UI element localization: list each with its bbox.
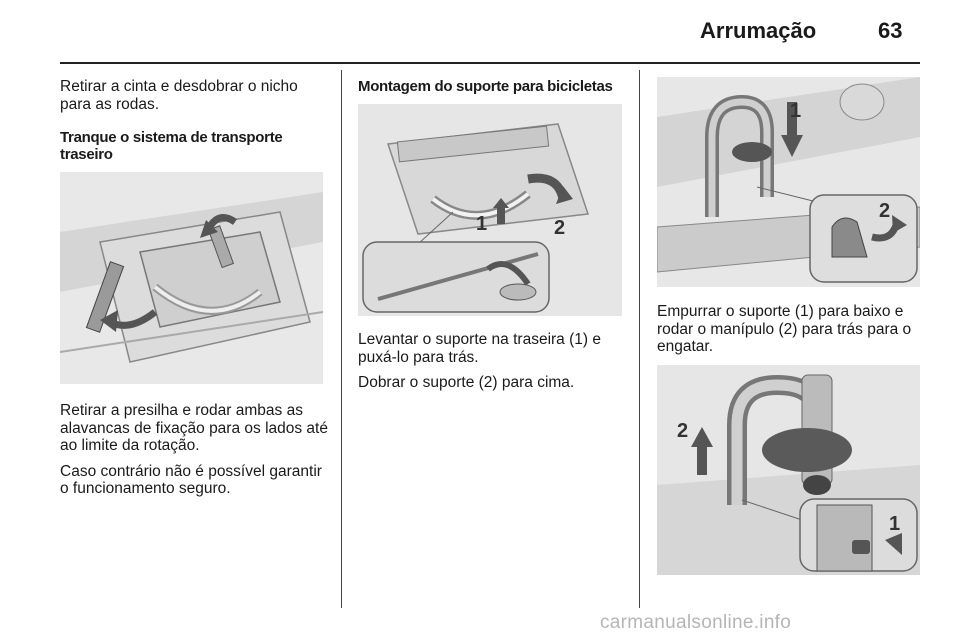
column-3-body xyxy=(657,303,927,356)
column-1-body xyxy=(60,402,330,498)
watermark: carmanualsonline.info xyxy=(600,612,792,633)
section-heading-mounting: Montagem do suporte para bicicletas xyxy=(358,78,613,95)
column-divider-2 xyxy=(639,70,640,608)
column-divider-1 xyxy=(341,70,342,608)
fig-label-2: 2 xyxy=(677,420,689,442)
page-header-title: Arrumação xyxy=(700,18,817,43)
raise-instruction-text: Levantar o suporte na traseira (1) e puxá-lo para trás. xyxy=(358,331,601,366)
figure-lock-system xyxy=(60,172,323,384)
fig-label-2: 2 xyxy=(554,217,566,239)
fold-instruction-text: Dobrar o suporte (2) para cima. xyxy=(358,374,575,391)
column-1 xyxy=(60,78,330,163)
fig-label-1: 1 xyxy=(889,513,901,535)
figure-push-down xyxy=(657,77,920,287)
intro-text: Retirar a cinta e desdobrar o nicho para as rodas. xyxy=(60,78,298,113)
column-2 xyxy=(358,78,633,95)
fig-label-2: 2 xyxy=(879,200,891,222)
figure-knob-detail xyxy=(657,365,920,575)
fig-label-1: 1 xyxy=(476,213,488,235)
lock-warning-text: Caso contrário não é possível garantir o funcionamento seguro. xyxy=(60,462,322,497)
lock-instruction-text: Retirar a presilha e rodar ambas as alavancas de fixação para os lados até ao limite da rotação. xyxy=(60,402,328,454)
section-heading-lock: Tranque o sistema de transporte traseiro xyxy=(60,129,283,163)
column-2-body xyxy=(358,331,633,392)
header-rule xyxy=(60,62,920,64)
fig-label-1: 1 xyxy=(790,100,802,122)
figure-raise-carrier xyxy=(358,104,622,316)
push-instruction-text: Empurrar o suporte (1) para baixo e rodar o manípulo (2) para trás para o engatar. xyxy=(657,303,912,355)
page-number: 63 xyxy=(878,18,903,43)
